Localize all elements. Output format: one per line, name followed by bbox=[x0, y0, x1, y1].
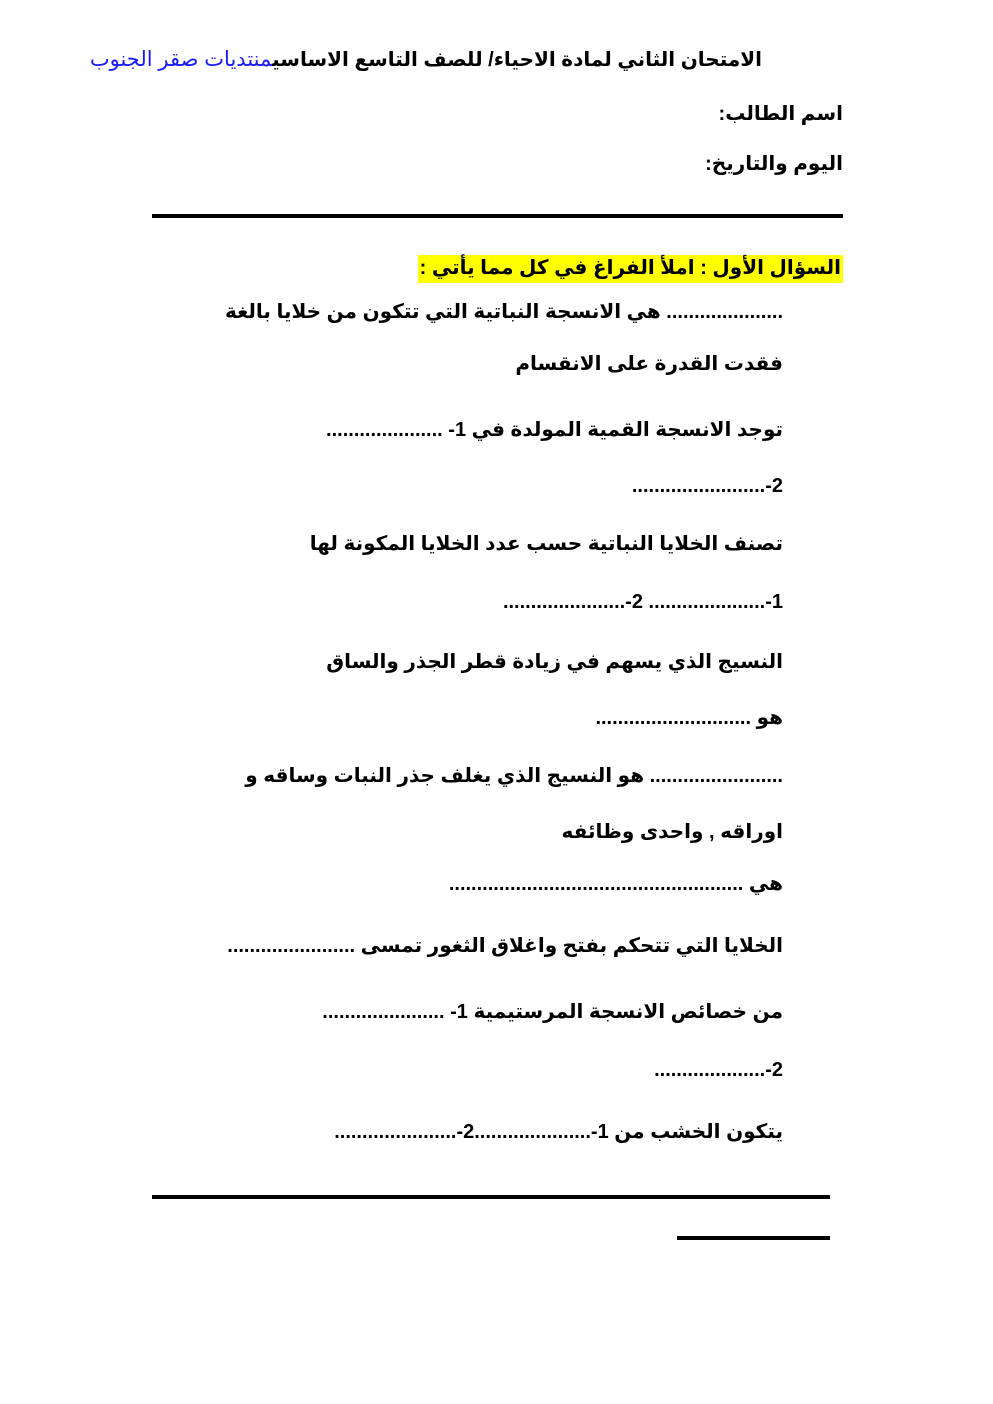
header-divider bbox=[152, 214, 843, 218]
footer-divider bbox=[152, 1195, 830, 1199]
question-item: يتكون الخشب من 1-.....................2-...................... bbox=[334, 1121, 783, 1143]
question-item: 1-..................... 2-...................... bbox=[502, 591, 783, 613]
forum-watermark: منتديات صقر الجنوب bbox=[89, 48, 273, 71]
question-item: من خصائص الانسجة المرستيمية 1- ...................... bbox=[322, 1001, 783, 1023]
question1-heading bbox=[418, 254, 843, 282]
question-item: اوراقه , واحدى وظائفه bbox=[561, 821, 783, 843]
question-item: ..................... هي الانسجة النباتية التي تتكون من خلايا بالغة bbox=[224, 301, 783, 323]
question-item: 2-.................... bbox=[654, 1059, 783, 1081]
question-item: ........................ هو النسيج الذي يغلف جذر النبات وساقه و bbox=[245, 765, 783, 787]
question-item: الخلايا التي تتحكم بفتح واغلاق الثغور تمسى ....................... bbox=[227, 935, 783, 957]
student-name-label: اسم الطالب: bbox=[718, 103, 843, 125]
date-label: اليوم والتاريخ: bbox=[705, 153, 843, 175]
question-item: هو ............................ bbox=[595, 707, 783, 729]
question1-heading-text: السؤال الأول : املأ الفراغ في كل مما يأتي : bbox=[418, 255, 843, 283]
question-item: فقدت القدرة على الانقسام bbox=[515, 353, 783, 375]
question-item: 2-........................ bbox=[631, 475, 783, 497]
question-item: النسيج الذي يسهم في زيادة قطر الجذر والساق bbox=[326, 651, 783, 673]
question-item: هي ..................................................... bbox=[448, 873, 783, 895]
exam-title: الامتحان الثاني لمادة الاحياء/ للصف التاسع الاساسي bbox=[272, 49, 762, 71]
exam-title-row bbox=[40, 46, 762, 74]
question-item: تصنف الخلايا النباتية حسب عدد الخلايا المكونة لها bbox=[309, 533, 783, 555]
footer-short-divider bbox=[677, 1236, 830, 1240]
question-item: توجد الانسجة القمية المولدة في 1- ..................... bbox=[326, 419, 783, 441]
